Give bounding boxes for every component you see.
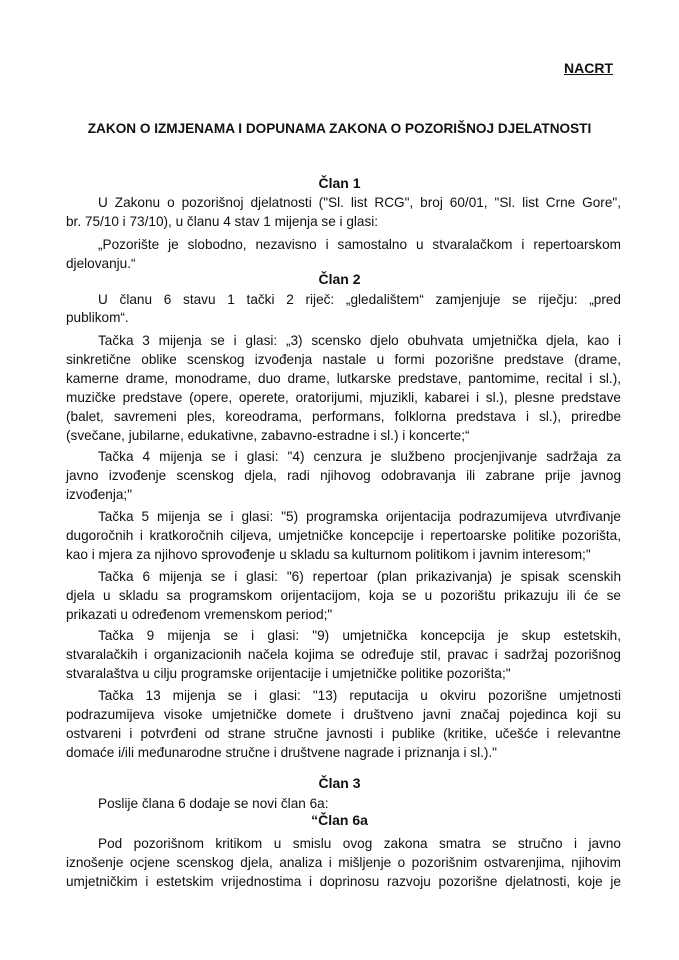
article-2-line: stvaralaštva u cilju programske orijentacije i umjetničke politike pozorišta;" xyxy=(66,666,511,681)
article-2-heading: Član 2 xyxy=(318,271,361,287)
article-2-line: dugoročnih i kratkoročnih ciljeva, umjetničke koncepcije i repertoarske politike pozorišta, xyxy=(66,528,621,543)
article-2-line: muzičke predstave (opere, operete, oratorijumi, mjuzikli, kabarei i sl.), plesne predstave xyxy=(66,390,621,405)
article-2-line: Tačka 4 mijenja se i glasi: "4) cenzura je službeno procjenjivanje sadržaja za xyxy=(98,449,621,464)
article-2-line: sinkretične oblike scenskog izvođenja nastale u formi pozorišne predstave (drame, xyxy=(66,352,621,367)
article-2-line: (svečane, jubilarne, edukativne, zabavno-estradne i sl.) i koncerte;“ xyxy=(66,428,470,443)
article-2-line: publikom“. xyxy=(66,310,129,325)
article-1-line: „Pozorište je slobodno, nezavisno i samostalno u stvaralačkom i repertoarskom xyxy=(98,237,621,252)
draft-label: NACRT xyxy=(564,60,613,76)
article-6a-line: Pod pozorišnom kritikom u smislu ovog zakona smatra se stručno i javno xyxy=(98,836,621,851)
article-2-line: prikazati u određenom vremenskom period;" xyxy=(66,607,333,622)
article-2-line: ostvareni i potvrđeni od strane stručne javnosti i publike (kritike, učešće i relevantne xyxy=(66,726,621,741)
article-6a-line: umjetničkim i estetskim vrijednostima i doprinosu razvoju pozorišne djelatnosti, koje je xyxy=(66,874,621,889)
article-2-line: Tačka 6 mijenja se i glasi: "6) repertoar (plan prikazivanja) je spisak scenskih xyxy=(98,569,621,584)
article-2-line: izvođenja;" xyxy=(66,487,133,502)
article-2-line: (balet, savremeni ples, koreodrama, performans, folklorna predstava i sl.), priredbe xyxy=(66,409,621,424)
article-2-line: U članu 6 stavu 1 tački 2 riječ: „gledalištem“ zamjenjuje se riječju: „pred xyxy=(98,292,621,307)
article-2-line: Tačka 13 mijenja se i glasi: "13) reputacija u okviru pozorišne umjetnosti xyxy=(98,688,621,703)
article-2-line: stvaralačkih i organizacionih načela kojima se određuje stil, pravac i sadržaj pozorišnog xyxy=(66,647,621,662)
article-2-line: Tačka 3 mijenja se i glasi: „3) scensko djelo obuhvata umjetnička djela, kao i xyxy=(98,333,621,348)
article-2-line: podrazumijeva visoke umjetničke domete i društveno javni značaj pojedinca koji su xyxy=(66,707,621,722)
article-2-line: domaće i/ili međunarodne stručne i društvene nagrade i priznanja i sl.)." xyxy=(66,745,497,760)
article-2-line: Tačka 9 mijenja se i glasi: "9) umjetnička koncepcija je skup estetskih, xyxy=(98,628,621,643)
article-1-line: djelovanju.“ xyxy=(66,256,136,271)
document-title: ZAKON O IZMJENAMA I DOPUNAMA ZAKONA O POZORIŠNOJ DJELATNOSTI xyxy=(87,121,592,136)
article-2-line: Tačka 5 mijenja se i glasi: "5) programska orijentacija podrazumijeva utvrđivanje xyxy=(98,509,621,524)
article-1-heading: Član 1 xyxy=(318,175,361,191)
article-3-line: Poslije člana 6 dodaje se novi član 6a: xyxy=(98,796,329,811)
article-6a-line: iznošenje ocjene scenskog djela, analiza i mišljenje o pozorišnim ostvarenjima, njihovim xyxy=(66,855,621,870)
article-2-line: javno izvođenje scenskog djela, radi njihovog odobravanja ili zabrane prije javnog xyxy=(66,468,621,483)
article-2-line: kao i mjera za njihovo sprovođenje u skladu sa kulturnom politikom i javnim interesom;" xyxy=(66,547,591,562)
article-2-line: kamerne drame, monodrame, duo drame, lutkarske predstave, pantomime, recital i sl.), xyxy=(66,371,621,386)
article-2-line: djela u skladu sa programskom orijentacijom, koja se u pozorištu prikazuju ili će se xyxy=(66,588,621,603)
article-3-heading: Član 3 xyxy=(318,775,361,791)
article-1-line: U Zakonu o pozorišnoj djelatnosti ("Sl. list RCG", broj 60/01, "Sl. list Crne Gore", xyxy=(98,195,621,210)
article-6a-heading: “Član 6a xyxy=(311,812,368,828)
article-1-line: br. 75/10 i 73/10), u članu 4 stav 1 mijenja se i glasi: xyxy=(66,214,379,229)
